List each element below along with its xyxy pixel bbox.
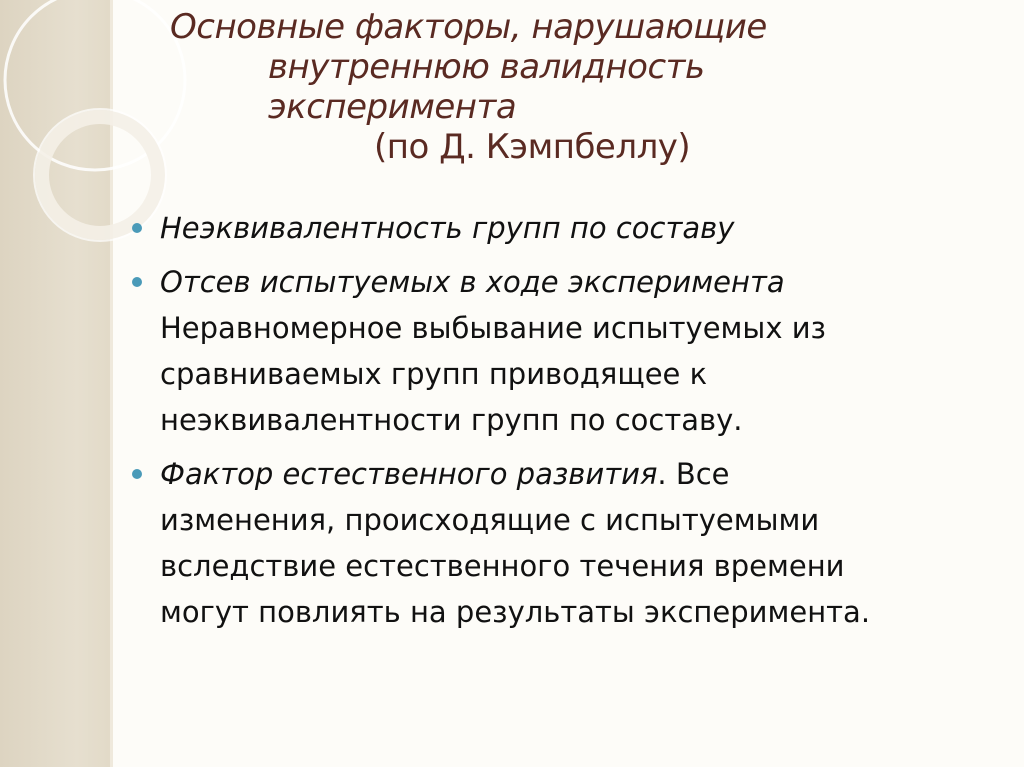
title-line-1: Основные факторы, нарушающие <box>170 7 767 47</box>
slide-title <box>0 0 1024 190</box>
bullet-icon <box>132 277 142 287</box>
title-line-3: эксперимента <box>268 87 517 127</box>
item-text-line: сравниваемых групп приводящее к <box>160 357 708 391</box>
title-line-4: (по Д. Кэмпбеллу) <box>374 127 691 167</box>
bullet-list <box>130 205 1010 643</box>
item-text-line: Неравномерное выбывание испытуемых из <box>160 311 826 345</box>
bullet-icon <box>132 223 142 233</box>
list-item <box>130 259 1010 443</box>
item-heading: Отсев испытуемых в ходе эксперимента <box>160 265 785 299</box>
item-text-line: могут повлиять на результаты эксперимента. <box>160 595 871 629</box>
item-heading: Неэквивалентность групп по составу <box>160 211 735 245</box>
item-text-line: неэквивалентности групп по составу. <box>160 403 743 437</box>
title-line-2: внутреннюю валидность <box>268 47 705 87</box>
item-text-line: вследствие естественного течения времени <box>160 549 845 583</box>
item-heading: Фактор естественного развития <box>160 457 658 491</box>
bullet-icon <box>132 469 142 479</box>
item-heading-tail: . Все <box>657 457 730 491</box>
item-text-line: изменения, происходящие с испытуемыми <box>160 503 820 537</box>
list-item <box>130 205 1010 251</box>
list-item <box>130 451 1010 635</box>
item-first-line <box>160 451 1010 497</box>
